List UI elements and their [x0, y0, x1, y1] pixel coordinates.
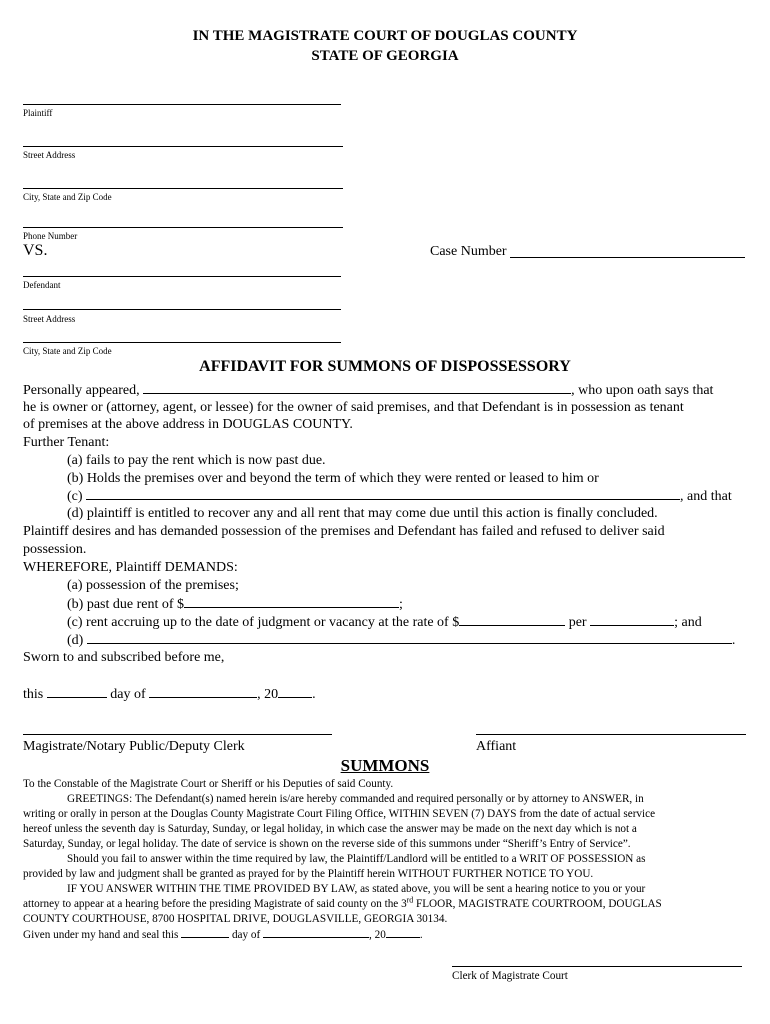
year-prefix: , 20 — [257, 687, 279, 702]
this-label: this — [23, 687, 44, 702]
plaintiff-city-line[interactable] — [23, 188, 343, 189]
given-month-field[interactable] — [263, 927, 369, 938]
rent-rate-field[interactable] — [459, 613, 565, 626]
date-period: . — [312, 687, 316, 702]
vs-label: VS. — [23, 242, 48, 259]
month-field[interactable] — [149, 685, 257, 698]
plaintiff-city-label: City, State and Zip Code — [23, 192, 112, 202]
given-label: Given under my hand and seal this — [23, 929, 179, 941]
demand-d-end: . — [731, 633, 736, 648]
magistrate-signature-line[interactable] — [23, 734, 332, 735]
personally-appeared — [23, 381, 713, 400]
demand-a: (a) possession of the premises; — [67, 578, 239, 593]
greetings-line1: GREETINGS: The Defendant(s) named herein is/are hereby commanded and required personally or by attorney to ANSWER, in — [67, 793, 644, 805]
date-line — [23, 685, 316, 704]
upon-oath-text: , who upon oath says that — [571, 383, 714, 398]
answer-line2-sup: rd — [406, 895, 414, 905]
demand-c — [67, 613, 702, 632]
defendant-label: Defendant — [23, 280, 61, 290]
demand-d — [67, 631, 735, 650]
item-c-label: (c) — [67, 489, 83, 504]
demand-d-label: (d) — [67, 633, 84, 648]
given-day-of: day of — [231, 929, 261, 941]
appeared-name-field[interactable] — [143, 381, 571, 394]
demand-c-end: ; and — [674, 615, 702, 630]
defendant-city-line[interactable] — [23, 342, 341, 343]
affiant-label: Affiant — [476, 739, 517, 754]
clerk-signature-line[interactable] — [452, 966, 742, 967]
plaintiff-label: Plaintiff — [23, 108, 53, 118]
tenant-item-d: (d) plaintiff is entitled to recover any and all rent that may come due until this action is finally concluded. — [67, 506, 658, 521]
answer-line2-post: FLOOR, MAGISTRATE COURTROOM, DOUGLAS — [413, 898, 662, 910]
sworn-text: Sworn to and subscribed before me, — [23, 650, 225, 665]
affiant-signature-line[interactable] — [476, 734, 746, 735]
failure-line2: provided by law and judgment shall be granted as prayed for by the Plaintiff herein WITHOUT FURTHER NOTICE TO YOU. — [23, 868, 594, 880]
plaintiff-street-label: Street Address — [23, 150, 76, 160]
greetings-line3: hereof unless the seventh day is Saturday, Sunday, or legal holiday, in which case the answer may be made on the next day which is not a — [23, 823, 637, 835]
clerk-label: Clerk of Magistrate Court — [452, 970, 568, 982]
demand-c-per: per — [568, 615, 587, 630]
rent-period-field[interactable] — [590, 613, 674, 626]
phone-label: Phone Number — [23, 231, 78, 241]
answer-line1: IF YOU ANSWER WITHIN THE TIME PROVIDED BY LAW, as stated above, you will be sent a hearing notice to you or your — [67, 883, 646, 895]
answer-line2-pre: attorney to appear at a hearing before the presiding Magistrate of said county on the 3 — [23, 898, 407, 910]
tenant-item-a: (a) fails to pay the rent which is now past due. — [67, 453, 326, 468]
answer-line3: COUNTY COURTHOUSE, 8700 HOSPITAL DRIVE, DOUGLASVILLE, GEORGIA 30134. — [23, 913, 448, 925]
phone-line[interactable] — [23, 227, 343, 228]
desires-line1: Plaintiff desires and has demanded possession of the premises and Defendant has failed and refused to deliver said — [23, 524, 665, 539]
given-line — [23, 927, 423, 943]
greetings-line2: writing or orally in person at the Douglas County Magistrate Court Filing Office, WITHIN SEVEN (7) DAYS from the date of actual service — [23, 808, 656, 820]
desires-line2: possession. — [23, 542, 87, 557]
demand-b-label: (b) past due rent of $ — [67, 597, 185, 612]
day-of-label: day of — [110, 687, 146, 702]
given-year-field[interactable] — [386, 927, 420, 938]
day-field[interactable] — [47, 685, 107, 698]
demand-c-label: (c) rent accruing up to the date of judgment or vacancy at the rate of $ — [67, 615, 460, 630]
given-end: . — [419, 929, 423, 941]
year-field[interactable] — [278, 685, 312, 698]
item-c-field[interactable] — [86, 487, 680, 500]
personally-label: Personally appeared, — [23, 383, 140, 398]
summons-title: SUMMONS — [340, 756, 430, 775]
defendant-street-label: Street Address — [23, 314, 76, 324]
defendant-street-line[interactable] — [23, 309, 341, 310]
demand-b-end: ; — [399, 597, 403, 612]
given-day-field[interactable] — [181, 927, 229, 938]
defendant-city-label: City, State and Zip Code — [23, 346, 112, 356]
item-c-end: , and that — [680, 489, 732, 504]
court-title: IN THE MAGISTRATE COURT OF DOUGLAS COUNTY — [192, 28, 578, 44]
case-number-line[interactable] — [510, 257, 745, 258]
plaintiff-street-line[interactable] — [23, 146, 343, 147]
defendant-line[interactable] — [23, 276, 341, 277]
magistrate-label: Magistrate/Notary Public/Deputy Clerk — [23, 739, 245, 754]
affidavit-title: AFFIDAVIT FOR SUMMONS OF DISPOSSESSORY — [199, 358, 571, 375]
affidavit-line3: of premises at the above address in DOUGLAS COUNTY. — [23, 417, 353, 432]
affidavit-line2: he is owner or (attorney, agent, or lessee) for the owner of said premises, and that Defendant is in possession as tenant — [23, 400, 684, 415]
further-tenant: Further Tenant: — [23, 435, 110, 450]
plaintiff-line[interactable] — [23, 104, 341, 105]
greetings-line4: Saturday, Sunday, or legal holiday. The date of service is shown on the reverse side of this summons under “Sheriff’s Entry of Service”. — [23, 838, 631, 850]
wherefore: WHEREFORE, Plaintiff DEMANDS: — [23, 560, 238, 575]
summons-intro: To the Constable of the Magistrate Court or Sheriff or his Deputies of said County. — [23, 778, 394, 790]
past-due-rent-field[interactable] — [184, 595, 399, 608]
demand-b — [67, 595, 403, 614]
tenant-item-b: (b) Holds the premises over and beyond the term of which they were rented or leased to him or — [67, 471, 599, 486]
given-year-prefix: , 20 — [369, 929, 386, 941]
state-title: STATE OF GEORGIA — [311, 48, 459, 64]
case-number-label: Case Number — [430, 244, 507, 259]
answer-line2 — [23, 897, 662, 912]
tenant-item-c — [67, 487, 732, 506]
failure-line1: Should you fail to answer within the time required by law, the Plaintiff/Landlord will be entitled to a WRIT OF POSSESSION as — [67, 853, 646, 865]
demand-d-field[interactable] — [87, 631, 732, 644]
